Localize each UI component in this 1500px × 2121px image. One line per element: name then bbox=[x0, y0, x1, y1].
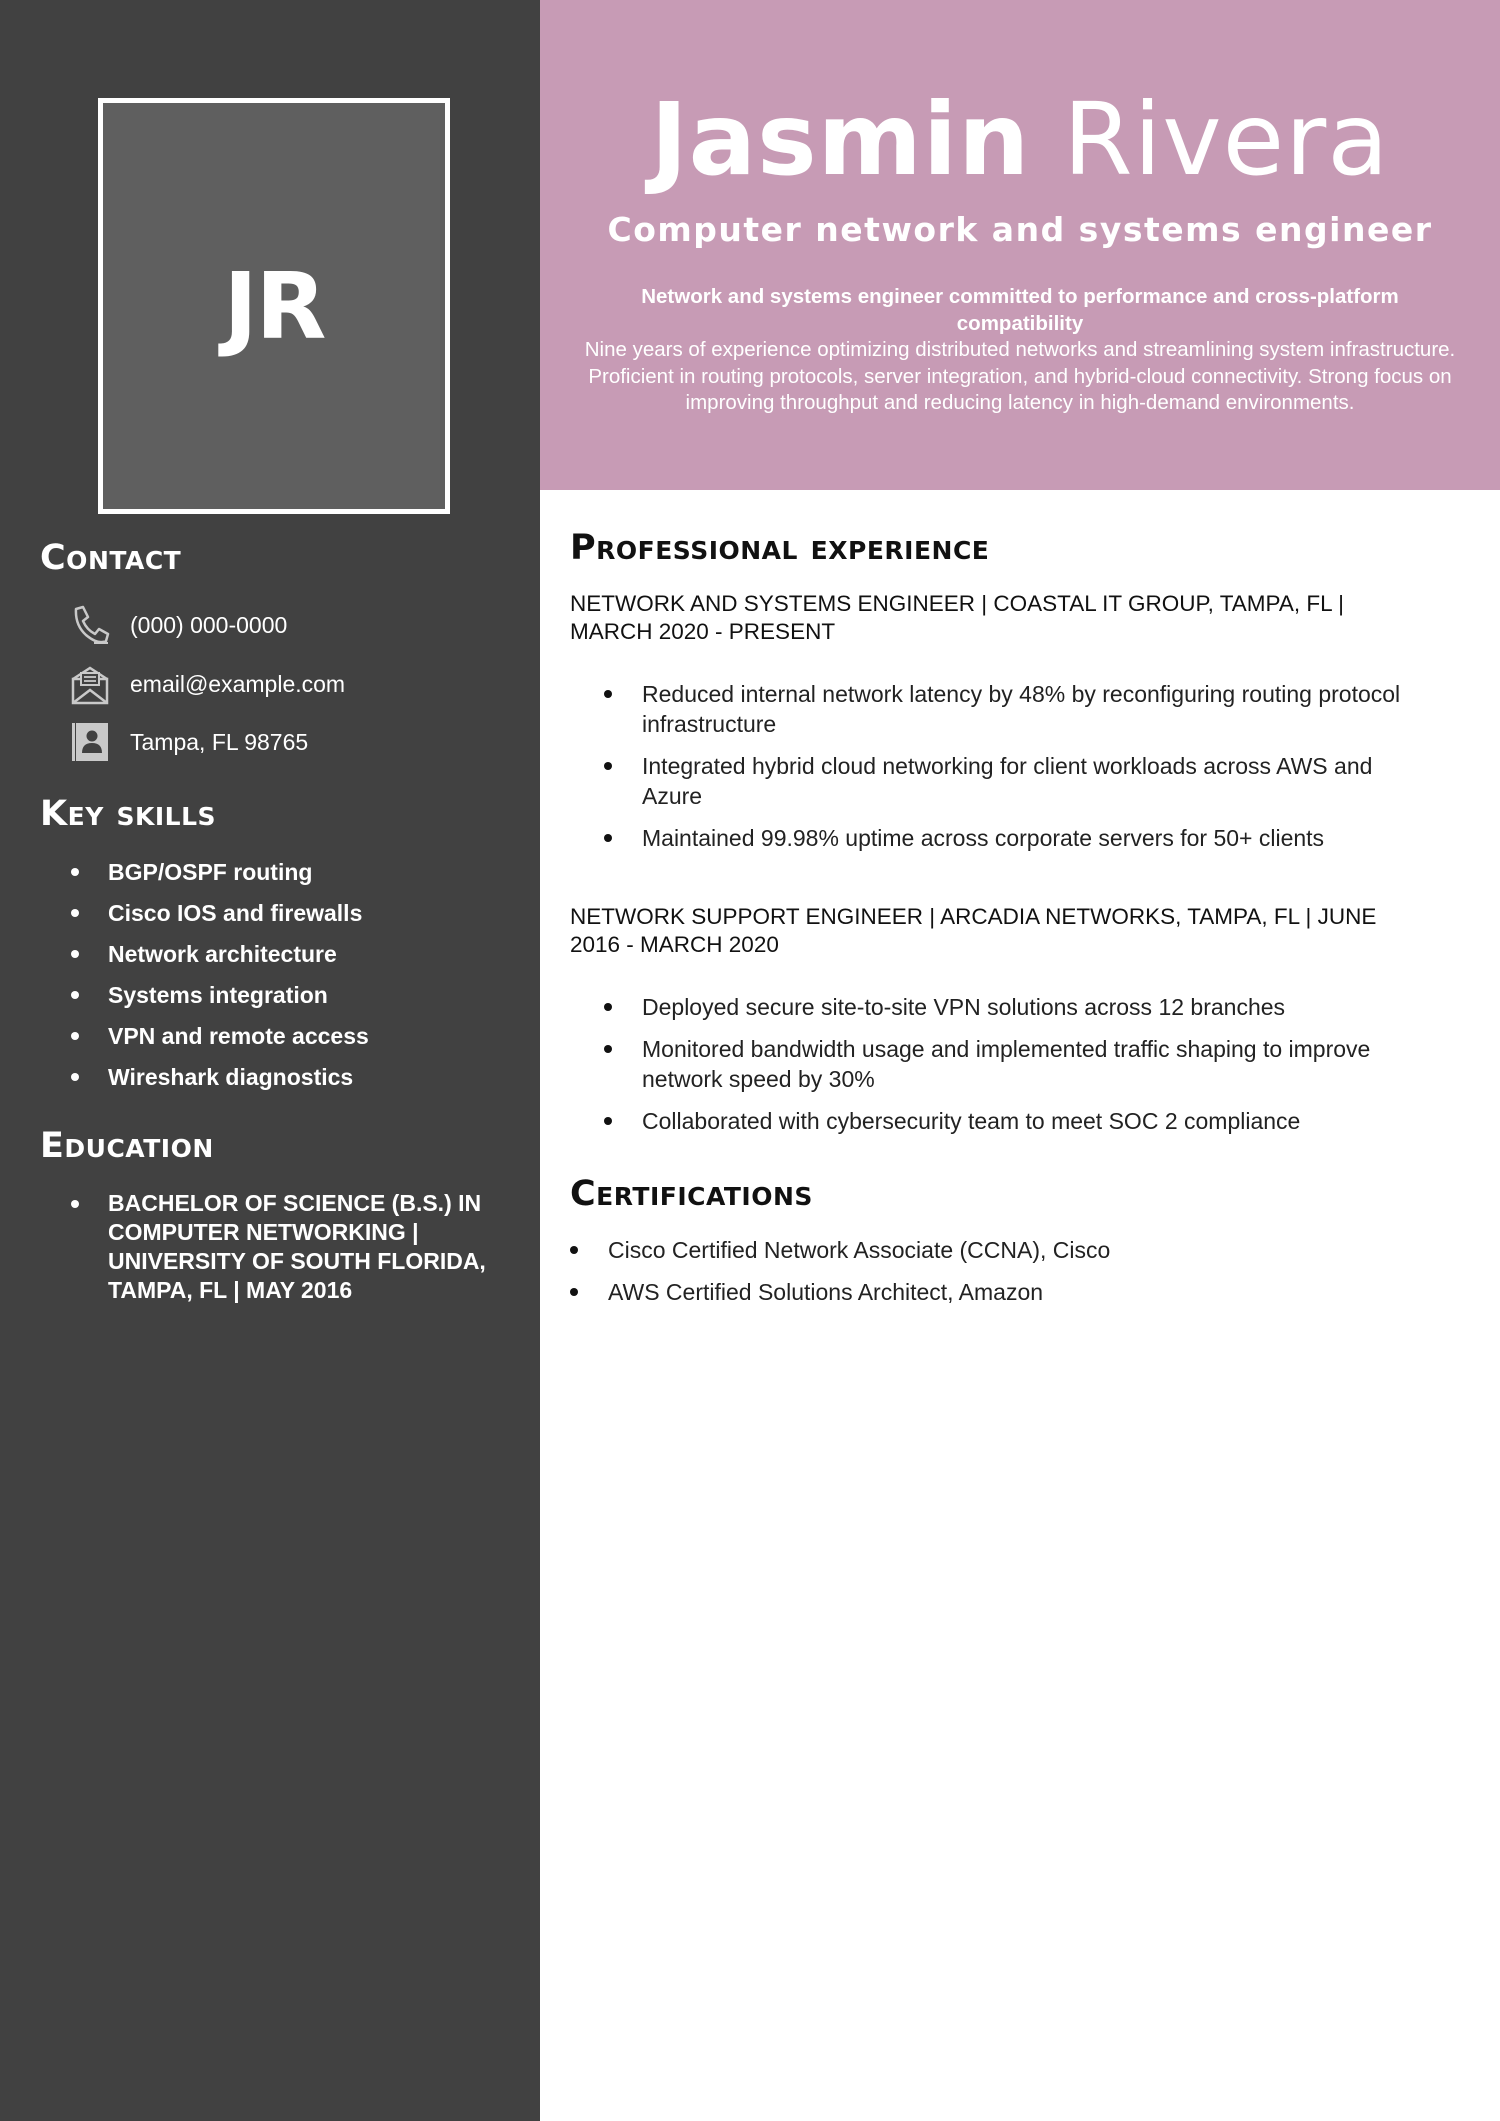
contact-email-text[interactable]: email@example.com bbox=[130, 670, 346, 697]
skill-item: Cisco IOS and firewalls bbox=[68, 898, 369, 928]
certification-item: Cisco Certified Network Associate (CCNA), Cisco bbox=[570, 1235, 1430, 1265]
header-banner bbox=[540, 0, 1500, 490]
bullet-icon bbox=[71, 868, 79, 876]
education-heading: Education bbox=[40, 1126, 214, 1166]
sidebar bbox=[0, 0, 540, 2121]
summary-headline: Network and systems engineer committed to performance and cross-platform compatibility bbox=[641, 285, 1399, 335]
bullet-icon bbox=[604, 1045, 612, 1053]
job-bullet: Maintained 99.98% uptime across corporate servers for 50+ clients bbox=[604, 823, 1424, 853]
skill-item: BGP/OSPF routing bbox=[68, 857, 369, 887]
skills-list bbox=[68, 857, 369, 1103]
candidate-name bbox=[540, 80, 1500, 200]
contact-phone bbox=[68, 603, 287, 647]
profile-initials: JR bbox=[223, 252, 325, 360]
last-name: Rivera bbox=[1063, 81, 1390, 198]
first-name: Jasmin bbox=[650, 81, 1031, 198]
bullet-icon bbox=[604, 834, 612, 842]
certification-item: AWS Certified Solutions Architect, Amazon bbox=[570, 1277, 1430, 1307]
job-1-bullets bbox=[604, 679, 1424, 865]
skill-item: VPN and remote access bbox=[68, 1021, 369, 1051]
key-skills-heading: Key skills bbox=[40, 794, 217, 834]
job-2-bullets bbox=[604, 992, 1424, 1148]
job-bullet: Deployed secure site-to-site VPN solutions across 12 branches bbox=[604, 992, 1424, 1022]
skill-item: Network architecture bbox=[68, 939, 369, 969]
contact-card-icon bbox=[68, 720, 112, 764]
bullet-icon bbox=[71, 909, 79, 917]
job-bullet: Integrated hybrid cloud networking for client workloads across AWS and Azure bbox=[604, 751, 1424, 811]
education-list bbox=[68, 1189, 503, 1316]
bullet-icon bbox=[71, 1032, 79, 1040]
bullet-icon bbox=[71, 1073, 79, 1081]
contact-location bbox=[68, 720, 308, 764]
certifications-heading: Certifications bbox=[570, 1174, 813, 1214]
summary-text: Nine years of experience optimizing distributed networks and streamlining system infrastructure. Proficient in routing protocols, server integration, and hybrid-cloud connectivity. Strong focus on improving throughput and reducing latency in high-demand environments. bbox=[584, 338, 1456, 414]
professional-experience-heading: Professional experience bbox=[570, 528, 990, 568]
job-title: Computer network and systems engineer bbox=[607, 210, 1433, 249]
contact-heading: Contact bbox=[40, 538, 182, 578]
phone-icon bbox=[68, 603, 112, 647]
bullet-icon bbox=[71, 1200, 79, 1208]
job-bullet: Monitored bandwidth usage and implemented traffic shaping to improve network speed by 30% bbox=[604, 1034, 1424, 1094]
bullet-icon bbox=[570, 1288, 578, 1296]
bullet-icon bbox=[604, 762, 612, 770]
bullet-icon bbox=[604, 690, 612, 698]
bullet-icon bbox=[604, 1003, 612, 1011]
job-header-2: NETWORK SUPPORT ENGINEER | ARCADIA NETWORKS, TAMPA, FL | JUNE 2016 - MARCH 2020 bbox=[570, 904, 1377, 957]
job-bullet: Reduced internal network latency by 48% by reconfiguring routing protocol infrastructure bbox=[604, 679, 1424, 739]
bullet-icon bbox=[604, 1117, 612, 1125]
certifications-list bbox=[570, 1235, 1430, 1319]
envelope-icon bbox=[68, 662, 112, 706]
contact-location-text: Tampa, FL 98765 bbox=[130, 728, 309, 755]
bullet-icon bbox=[71, 991, 79, 999]
bullet-icon bbox=[570, 1246, 578, 1254]
skill-item: Wireshark diagnostics bbox=[68, 1062, 369, 1092]
contact-phone-text[interactable]: (000) 000-0000 bbox=[130, 611, 288, 638]
skill-item: Systems integration bbox=[68, 980, 369, 1010]
contact-email bbox=[68, 662, 345, 706]
education-item: BACHELOR OF SCIENCE (B.S.) IN COMPUTER NETWORKING | UNIVERSITY OF SOUTH FLORIDA, TAMPA, FL | MAY 2016 bbox=[68, 1189, 503, 1305]
profile-photo-placeholder bbox=[98, 98, 450, 514]
bullet-icon bbox=[71, 950, 79, 958]
job-header-1: NETWORK AND SYSTEMS ENGINEER | COASTAL IT GROUP, TAMPA, FL | MARCH 2020 - PRESENT bbox=[570, 591, 1344, 644]
job-bullet: Collaborated with cybersecurity team to meet SOC 2 compliance bbox=[604, 1106, 1424, 1136]
